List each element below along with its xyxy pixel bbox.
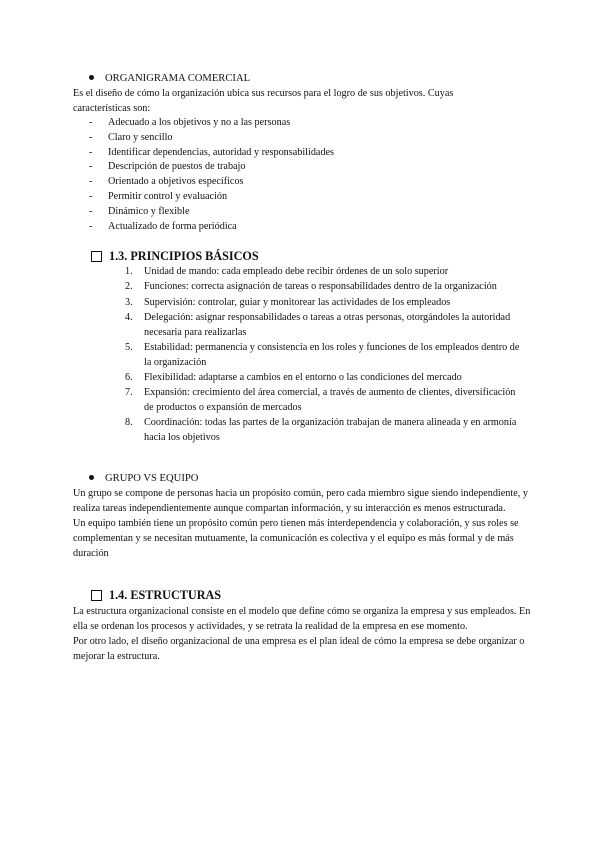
grupo-paragraph-2: Un equipo también tiene un propósito común pero tienen más interdependencia y colaboración, y sus roles se complementan y se necesitan mutuamente, la comunicación es colectiva y el equipo es más formal y de más duración (73, 518, 519, 559)
list-item: - Claro y sencillo (89, 131, 173, 143)
list-item: 5. Estabilidad: permanencia y consistencia en los roles y funciones de los empleados dentro de la organización (125, 341, 520, 368)
estructuras-paragraph-2: Por otro lado, el diseño organizacional de una empresa es el plan ideal de cómo la empresa se debe organizar o mejorar la estructura. (73, 636, 525, 662)
list-item: 6. Flexibilidad: adaptarse a cambios en el entorno o las condiciones del mercado (125, 372, 462, 384)
estructuras-paragraph-1: La estructura organizacional consiste en el modelo que define cómo se organiza la empresa y sus empleados. En ella se ordenan los procesos y actividades, y se retrata la realidad de la empresa en ese momento. (73, 606, 531, 632)
organigrama-heading: ORGANIGRAMA COMERCIAL (89, 71, 250, 86)
list-item: - Orientado a objetivos específicos (89, 176, 244, 188)
list-item: - Permitir control y evaluación (89, 190, 228, 202)
bullet-icon (89, 475, 94, 480)
organigrama-list (89, 116, 334, 234)
list-item: 7. Expansión: crecimiento del área comercial, a través de aumento de clientes, diversificación de productos o expansión de mercados (125, 387, 516, 414)
list-item: 2. Funciones: correcta asignación de tareas o responsabilidades dentro de la organización (125, 281, 497, 293)
list-item: - Dinámico y flexible (89, 205, 190, 217)
checkbox-square-icon (91, 590, 102, 601)
list-item: - Descripción de puestos de trabajo (89, 161, 246, 173)
principios-list (125, 265, 525, 447)
list-item: - Adecuado a los objetivos y no a las personas (89, 117, 291, 128)
estructuras-heading: 1.4. ESTRUCTURAS (91, 588, 221, 603)
estructuras-body (73, 604, 533, 664)
list-item: 3. Supervisión: controlar, guiar y monitorear las actividades de los empleados (125, 296, 451, 308)
list-item: - Identificar dependencias, autoridad y responsabilidades (89, 146, 335, 158)
organigrama-intro: Es el diseño de cómo la organización ubica sus recursos para el logro de sus objetivos. Cuyas características son: (73, 88, 454, 114)
list-item: 8. Coordinación: todas las partes de la organización trabajan de manera alineada y en armonía hacia los objetivos (125, 417, 517, 444)
list-item: 1. Unidad de mando: cada empleado debe recibir órdenes de un solo superior (125, 266, 449, 277)
checkbox-square-icon (91, 251, 102, 262)
bullet-icon (89, 75, 94, 80)
grupo-body (73, 486, 533, 561)
principios-heading: 1.3. PRINCIPIOS BÁSICOS (91, 249, 259, 264)
list-item: 4. Delegación: asignar responsabilidades o tareas a otras personas, otorgándoles la autoridad necesaria para realizarlas (125, 311, 511, 338)
list-item: - Actualizado de forma periódica (89, 220, 237, 232)
grupo-paragraph-1: Un grupo se compone de personas hacia un propósito común, pero cada miembro sigue siendo independiente, y realiza tareas independientemente aunque compartan información, y su interacción es menos estructurada. (73, 488, 528, 514)
grupo-heading: GRUPO VS EQUIPO (89, 471, 198, 486)
